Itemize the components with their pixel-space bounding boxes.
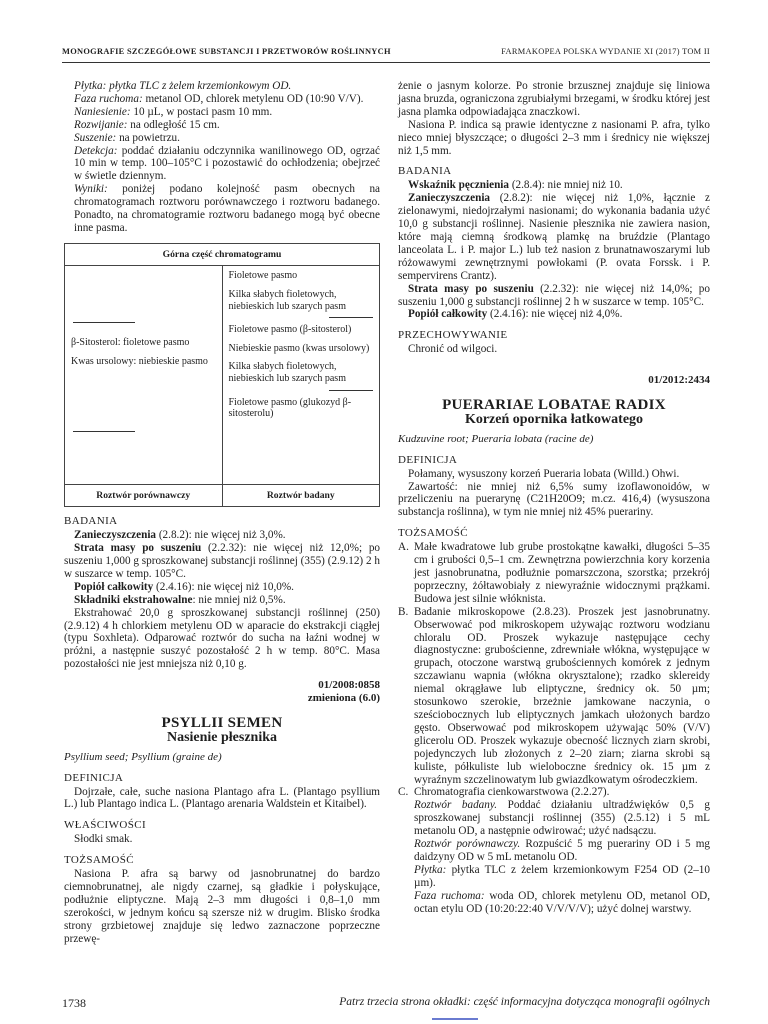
item-text: Chromatografia cienkowarstwowa (2.2.27). xyxy=(414,786,610,799)
item-text: Badanie mikroskopowe (2.8.23). Proszek jest jasnobrunatny. Obserwować pod mikroskopem używając roztworu wodzianu chloralu OD. Proszek wykazuje następujące cechy diagnostyczne: grubościenne, zdrewniałe włókna, występujące w grupach, otoczone warstwą grubościennych komórek z jednym szczawianu wapnia (włókna okrysztalone); rzadko sklereidy niemal okrągławe lub eliptyczne, średnicy ok. 50 µm; stosunkowo szerokie, brzeżnie jamkowane naczynia, o sześciobocznych lub eliptycznych jamkach ułożonych bardzo gęsto. Obserwować pod mikroskopem używając 50% (V/V) glicerolu OD. Proszek wykazuje obecność licznych ziarn skrobi, pojedynczych lub złożonych z 2–20 ziarn; ziarna skrobi są kuliste, półkuliste lub wieloboczne średnicy ok. 15 µm z wyraźnym szczelinowatym lub gwiazdkowatym ośrodeczkiem. xyxy=(414,605,710,786)
header-rule xyxy=(62,62,710,63)
identity-item xyxy=(398,786,710,799)
monograph-title: PSYLLII SEMEN xyxy=(161,714,283,731)
param-text: na powietrzu. xyxy=(116,131,180,144)
identity-item xyxy=(398,541,710,606)
param-label: Faza ruchoma: xyxy=(414,889,485,902)
item-text: Małe kwadratowe lub grube prostokątne kawałki, długości 5–35 cm i grubości 0,5–1 cm. Zewnętrzna powierzchnia kory korzenia jest jasnobrunatna, podłużnie pomarszczona, szorstka; przekrój poprzeczny, żółtawobiały z niewyraźnie widocznymi prążkami. Budowa jest silnie włóknista. xyxy=(414,541,710,605)
indica-text: Nasiona P. indica są prawie identyczne z nasionami P. afra, tylko nieco mniej błyszczące; o długości 2–3 mm i średnicy nie większej niż 1,5 mm. xyxy=(398,118,710,157)
chromatogram-table xyxy=(64,243,380,507)
param-label: Naniesienie: xyxy=(74,105,131,118)
param-label: Płytka: xyxy=(414,863,447,876)
param-label: Rozwijanie: xyxy=(74,118,128,131)
param-text: płytka TLC z żelem krzemionkowym OD. xyxy=(106,80,292,92)
footer-link-bar[interactable] xyxy=(432,1018,478,1020)
latin-name: Kudzuvine root; Pueraria lobata (racine de) xyxy=(398,432,594,445)
test-band: Niebieskie pasmo (kwas ursolowy) xyxy=(228,342,370,354)
test-band: Fioletowe pasmo (β-sitosterol) xyxy=(228,324,352,336)
page-number: 1738 xyxy=(62,996,86,1010)
param-label: Wyniki: xyxy=(74,183,108,196)
tlc-details xyxy=(398,799,710,915)
param-text: na odległość 15 cm. xyxy=(127,118,220,131)
param-text: Poddać działaniu ultradźwięków 0,5 g sproszkowanej substancji roślinnej (355) (2.5.12) i 5 mL metanolu OD, a następnie odwirować; użyć nadsączu. xyxy=(414,799,710,838)
item-bold: Zanieczyszczenia xyxy=(408,192,491,205)
param-text: woda OD, chlorek metylenu OD, metanol OD, octan etylu OD (10:20:22:40 V/V/V/V); użyć dolnej warstwy. xyxy=(414,889,711,915)
monograph-subtitle: Korzeń opornika łatkowatego xyxy=(464,411,644,427)
section-title: DEFINICJA xyxy=(398,453,458,466)
param-label: Roztwór badany. xyxy=(414,799,498,812)
item-text: (2.4.16): nie więcej niż 4,0%. xyxy=(487,308,623,321)
footer-note: Patrz trzecia strona okładki: część informacyjna dotycząca monografii ogólnych xyxy=(339,996,710,1008)
param-label: Roztwór porównawczy. xyxy=(414,838,521,851)
param-text: poddać działaniu odczynnika wanilinowego OD, ogrzać 10 min w temp. 100–105°C i pozostawić do ochłodzenia; obejrzeć w świetle dziennym. xyxy=(74,144,380,183)
identity-item xyxy=(398,606,710,787)
storage-text: Chronić od wilgoci. xyxy=(408,343,498,356)
item-text: Ekstrahować 20,0 g sproszkowanej substancji roślinnej (250) (2.9.12) 4 h chlorkiem metylenu OD w aparacie do ekstrakcji ciągłej (typu Soxhleta). Odparować roztwór do sucha na łaźni wodnej w próżni, a następnie suszyć pozostałość 2 h w temp. 80°C. Masa pozostałości nie jest mniejsza niż 0,10 g. xyxy=(64,606,380,671)
band-marker xyxy=(329,317,373,318)
chrom-footer-test: Roztwór badany xyxy=(222,484,380,507)
item-text: (2.2.32): nie więcej niż 12,0%; po suszeniu 1,000 g sproszkowanej substancji roślinnej (355) (2.9.12) 2 h w suszarce w temp. 105°C. xyxy=(64,542,381,580)
latin-name: Psyllium seed; Psyllium (graine de) xyxy=(64,750,222,763)
param-label: Detekcja: xyxy=(74,144,118,157)
identity-text: Nasiona P. afra są barwy od jasnobrunatnej do bardzo ciemnobrunatnej, ale nigdy czarnej, są gładkie i połyskujące, podłużnie eliptyczne. Mają 2–3 mm długości i 0,8–1,0 mm szerokości, w jednym końcu są szersze niż w drugim. Blisko środka strony grzbietowej znajduje się ledwo zaznaczone poprzeczne przewę- xyxy=(64,868,380,945)
monograph-title: PUERARIAE LOBATAE RADIX xyxy=(442,397,666,414)
header-right: FARMAKOPEA POLSKA WYDANIE XI (2017) TOM II xyxy=(501,47,710,56)
section-title: PRZECHOWYWANIE xyxy=(398,329,508,342)
test-band: Kilka słabych fioletowych, niebieskich lub szarych pasm xyxy=(228,289,346,312)
param-text: 10 µL, w postaci pasm 10 mm. xyxy=(130,105,273,118)
item-bold: Składniki ekstrahowalne xyxy=(74,593,193,606)
item-bold: Wskaźnik pęcznienia xyxy=(408,179,510,192)
properties-text: Słodki smak. xyxy=(74,833,133,846)
band-marker xyxy=(329,390,373,391)
item-bold: Popiół całkowity xyxy=(408,308,488,321)
definition-text: Połamany, wysuszony korzeń Pueraria lobata (Willd.) Ohwi. xyxy=(408,467,680,480)
section-title: TOŻSAMOŚĆ xyxy=(64,854,135,867)
section-title: DEFINICJA xyxy=(64,771,124,784)
ref-band: β-Sitosterol: fioletowe pasmo xyxy=(71,337,190,349)
item-letter: A. xyxy=(398,541,409,554)
param-text: płytka TLC z żelem krzemionkowym F254 OD (2–10 µm). xyxy=(414,863,710,889)
item-letter: C. xyxy=(398,786,409,799)
item-text: (2.4.16): nie więcej niż 10,0%. xyxy=(153,580,294,593)
param-label: Faza ruchoma: xyxy=(74,92,143,105)
section-title: TOŻSAMOŚĆ xyxy=(398,527,469,540)
test-band: Fioletowe pasmo xyxy=(228,270,298,282)
test-band: Kilka słabych fioletowych, niebieskich lub szarych pasm xyxy=(228,361,346,385)
item-text: (2.8.2): nie więcej niż 1,0%, łącznie z zielonawymi, niedojrzałymi nasionami; do wykonania badania użyć 10,0 g substancji roślinnej. Nasienie płesznika nie zawiera nasion, które mają ciemną środkową plamkę na bruździe (Plantago lanceolata L. i P. major L.) lub też nasion z brunatnawoszarymi lub różowawymi zewnętrznymi powłokami (P. ovata Forssk. i P. sempervirens Crantz). xyxy=(398,192,710,282)
band-marker xyxy=(73,431,135,432)
monograph-revision: zmieniona (6.0) xyxy=(307,692,380,705)
identity-continued: żenie o jasnym kolorze. Po stronie brzusznej znajduje się liniowa jasna bruzda, ograniczona zgrubiałymi brzegami, w środku której jest jasna plamka odpowiadająca znaczkowi. xyxy=(398,80,710,118)
monograph-subtitle: Nasienie płesznika xyxy=(166,729,278,745)
section-title: BADANIA xyxy=(398,165,452,178)
item-bold: Strata masy po suszeniu xyxy=(74,542,202,555)
reference-column xyxy=(65,266,223,484)
band-marker xyxy=(73,322,135,323)
item-bold: Zanieczyszczenia xyxy=(74,529,157,542)
chrom-table-header: Górna część chromatogramu xyxy=(65,243,380,266)
tlc-params xyxy=(64,80,380,235)
monograph-number: 01/2012:2434 xyxy=(648,374,710,387)
param-text: metanol OD, chlorek metylenu OD (10:90 V/V). xyxy=(142,92,364,105)
item-bold: Popiół całkowity xyxy=(74,580,154,593)
section-title: WŁAŚCIWOŚCI xyxy=(64,819,147,832)
param-label: Płytka: xyxy=(74,80,107,92)
param-label: Suszenie: xyxy=(74,131,117,144)
item-text: (2.8.2): nie więcej niż 3,0%. xyxy=(156,529,286,542)
item-text: (2.8.4): nie mniej niż 10. xyxy=(509,179,623,192)
item-bold: Strata masy po suszeniu xyxy=(408,282,534,295)
param-text: poniżej podano kolejność pasm obecnych na chromatogramach roztworu porównawczego i roztworu badanego. Ponadto, na chromatogramie roztworu badanego mogą być obecne inne pasma. xyxy=(74,183,380,234)
test-band: Fioletowe pasmo (glukozyd β-sitosterolu) xyxy=(228,396,352,420)
content-text: Zawartość: nie mniej niż 6,5% sumy izoflawonoidów, w przeliczeniu na puerarynę (C21H20O9; m.cz. 416,4) (wysuszona substancja roślinna), w tym nie mniej niż 45% puerariny. xyxy=(398,480,710,519)
ref-band: Kwas ursolowy: niebieskie pasmo xyxy=(71,356,208,368)
param-text: Rozpuścić 5 mg puerariny OD i 5 mg daidzyny OD w 5 mL metanolu OD. xyxy=(414,838,711,863)
section-title: BADANIA xyxy=(64,515,118,528)
right-column xyxy=(398,80,710,915)
test-column xyxy=(222,266,380,484)
item-letter: B. xyxy=(398,605,409,618)
left-column xyxy=(64,80,380,946)
item-text: : nie mniej niż 0,5%. xyxy=(192,593,286,606)
monograph-number: 01/2008:0858 xyxy=(318,679,380,692)
definition-text: Dojrzałe, całe, suche nasiona Plantago afra L. (Plantago psyllium L.) lub Plantago indica L. (Plantago arenaria Waldstein et Kitaibel). xyxy=(64,785,380,811)
header-left: MONOGRAFIE SZCZEGÓŁOWE SUBSTANCJI I PRZETWORÓW ROŚLINNYCH xyxy=(62,47,391,56)
chrom-footer-reference: Roztwór porównawczy xyxy=(65,484,223,507)
item-text: (2.2.32): nie więcej niż 14,0%; po suszeniu 1,000 g substancji roślinnej 2 h w suszarce w temp. 105°C. xyxy=(398,282,710,308)
